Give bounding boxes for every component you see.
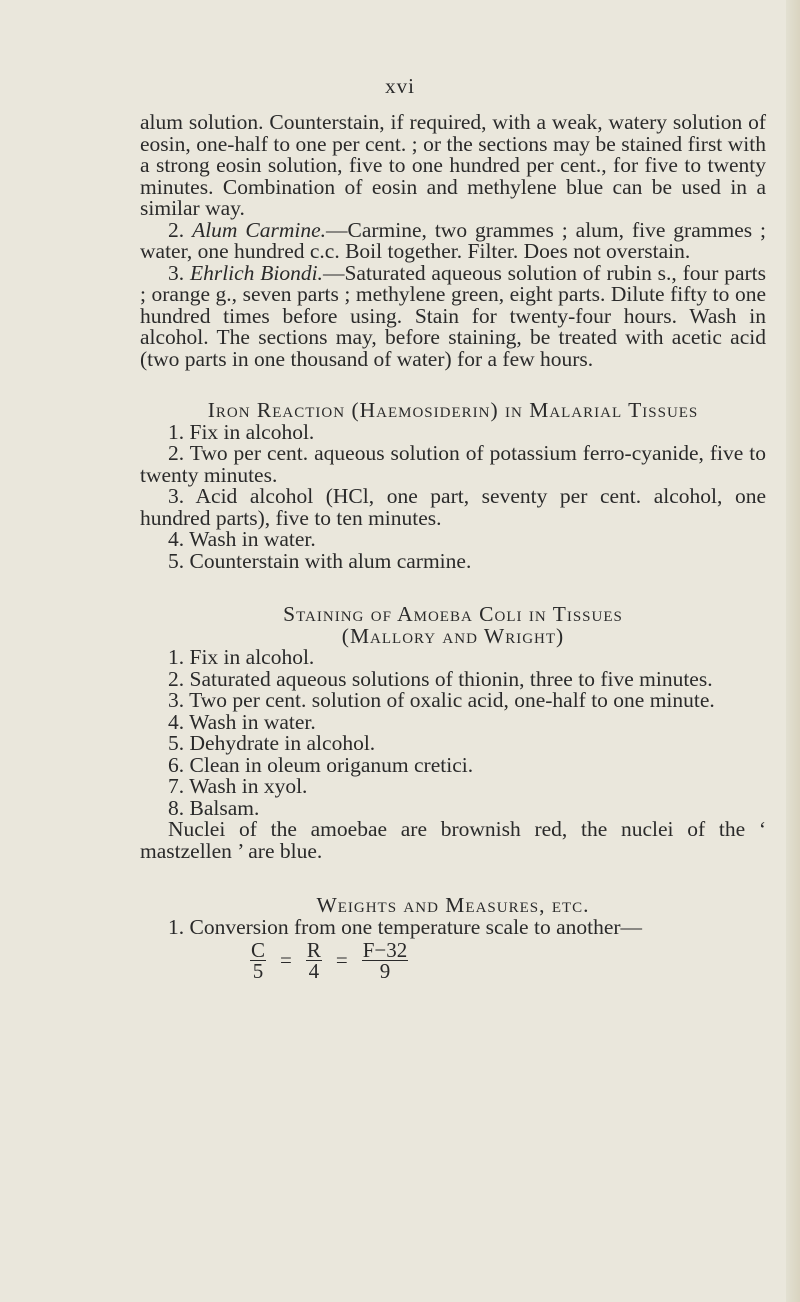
list-item: 2. Saturated aqueous solutions of thionin, three to five minutes. (168, 666, 713, 691)
fraction-fahrenheit: $\frac{F-32}{9}$ (362, 938, 408, 983)
list-item: 7. Wash in xyol. (168, 774, 308, 798)
list-item: 4. Wash in water. (168, 709, 316, 734)
stain-alum-carmine (140, 217, 767, 263)
list-item: 6. Clean in oleum origanum cretici. (168, 752, 474, 777)
list-item: 4. Wash in water. (168, 527, 316, 551)
amoeba-subheading: (Mallory and Wright) (341, 623, 565, 648)
list-item: 1. Conversion from one temperature scale to another— (168, 914, 643, 939)
list-item: 3. Acid alcohol (HCl, one part, seventy per cent. alcohol, one hundred parts), five to ten minutes. (140, 484, 766, 530)
list-item: 1. Fix in alcohol. (168, 645, 315, 669)
amoeba-note: Nuclei of the amoebae are brownish red, the nuclei of the ‘ mastzellen ’ are blue. (140, 817, 766, 863)
amoeba-heading: Staining of Amoeba Coli in Tissues (283, 602, 623, 626)
stain-name: Ehrlich Biondi. (189, 260, 323, 285)
page-body (140, 112, 766, 981)
list-item: 8. Balsam. (168, 795, 260, 820)
temperature-formula (250, 940, 766, 981)
list-item: 1. Fix in alcohol. (168, 419, 315, 444)
fraction-celsius: $\frac{C}{5}$ (251, 938, 266, 983)
weights-heading: Weights and Measures, etc. (316, 893, 590, 917)
stain-text: —Carmine, two grammes ; alum, five grammes ; water, one hundred c.c. Boil together. Filter. Does not overstain. (140, 217, 767, 263)
stain-name: Alum Carmine. (192, 217, 326, 242)
equals-sign: = (280, 947, 292, 972)
intro-paragraph: alum solution. Counterstain, if required, with a weak, watery solution of eosin, one-half to one per cent. ; or the sections may be stained first with a strong eosin solution, five to one hundred per cent., for five to twenty minutes. Combination of eosin and methylene blue can be used in a similar way. (140, 110, 766, 220)
stain-text: —Saturated aqueous solution of rubin s., four parts ; orange g., seven parts ; methylene green, eight parts. Dilute fifty to one hundred times before using. Stain for twenty-four hours. Wash in alcohol. The sections may, before staining, be treated with acetic acid (two parts in one thousand of water) for a few hours. (140, 260, 767, 371)
iron-reaction-heading: Iron Reaction (Haemosiderin) in Malarial Tissues (207, 398, 699, 422)
list-item: 3. Two per cent. solution of oxalic acid, one-half to one minute. (168, 688, 715, 712)
list-item: 2. Two per cent. aqueous solution of potassium ferro-cyanide, five to twenty minutes. (140, 441, 766, 487)
page-edge (786, 0, 800, 1302)
list-item: 5. Counterstain with alum carmine. (168, 548, 472, 573)
stain-number: 3. (168, 260, 185, 285)
page-number: xvi (385, 74, 415, 98)
stain-number: 2. (168, 217, 185, 242)
equals-sign: = (335, 947, 348, 972)
stain-ehrlich-biondi (140, 260, 767, 371)
list-item: 5. Dehydrate in alcohol. (168, 731, 376, 755)
fraction-reaumur: $\frac{R}{4}$ (306, 938, 321, 983)
